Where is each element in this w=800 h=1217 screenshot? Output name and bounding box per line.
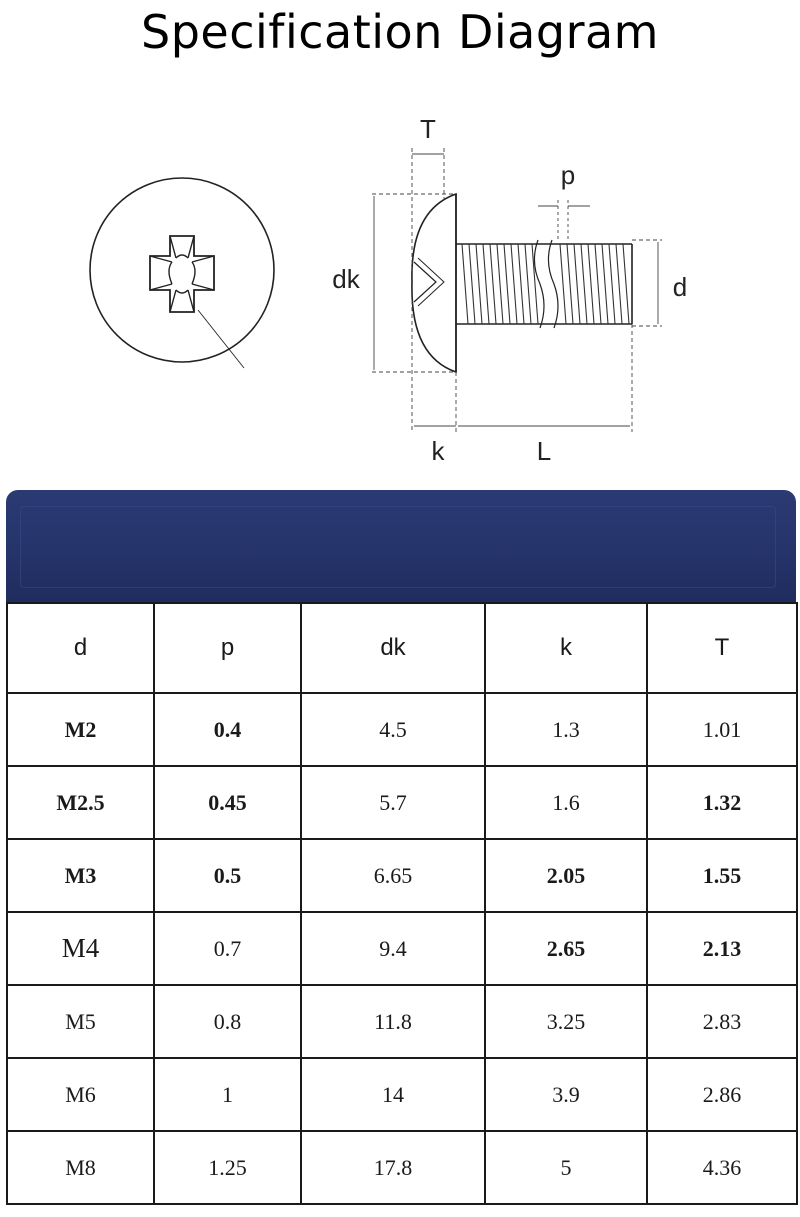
cell-T: 2.83 <box>647 985 797 1058</box>
cell-k: 2.65 <box>485 912 647 985</box>
label-L: L <box>536 436 552 466</box>
cell-dk: 11.8 <box>301 985 485 1058</box>
cell-p: 0.45 <box>154 766 301 839</box>
cell-d: M3 <box>7 839 154 912</box>
cell-k: 1.3 <box>485 693 647 766</box>
cell-dk: 9.4 <box>301 912 485 985</box>
table-row <box>7 693 797 766</box>
table-row <box>7 985 797 1058</box>
label-k: k <box>431 436 445 466</box>
header-dk: dk <box>301 603 485 693</box>
label-dk: dk <box>332 264 360 294</box>
specification-table <box>6 602 798 1205</box>
table-row <box>7 766 797 839</box>
cell-k: 3.25 <box>485 985 647 1058</box>
cell-p: 0.4 <box>154 693 301 766</box>
cell-k: 2.05 <box>485 839 647 912</box>
cell-d: M5 <box>7 985 154 1058</box>
header-p: p <box>154 603 301 693</box>
label-d: d <box>672 272 688 302</box>
cell-T: 1.32 <box>647 766 797 839</box>
screw-side-view <box>412 194 632 372</box>
label-T: T <box>420 114 436 144</box>
cell-k: 5 <box>485 1131 647 1204</box>
cell-d: M8 <box>7 1131 154 1204</box>
cell-p: 0.5 <box>154 839 301 912</box>
cell-d: M2.5 <box>7 766 154 839</box>
label-p: p <box>560 160 576 190</box>
cell-dk: 6.65 <box>301 839 485 912</box>
header-T: T <box>647 603 797 693</box>
table-row <box>7 839 797 912</box>
cell-d: M6 <box>7 1058 154 1131</box>
page-title: Specification Diagram <box>141 5 659 59</box>
screw-head-top-view <box>90 178 274 368</box>
cell-d: M2 <box>7 693 154 766</box>
dimension-lines <box>372 148 662 432</box>
screw-diagram <box>0 80 800 480</box>
thread-lines <box>462 244 629 324</box>
cell-dk: 14 <box>301 1058 485 1131</box>
cell-dk: 4.5 <box>301 693 485 766</box>
cell-k: 1.6 <box>485 766 647 839</box>
specification-table-container <box>6 490 796 1213</box>
cell-T: 2.86 <box>647 1058 797 1131</box>
cell-d: M4 <box>7 912 154 985</box>
cell-T: 2.13 <box>647 912 797 985</box>
cell-k: 3.9 <box>485 1058 647 1131</box>
cell-T: 4.36 <box>647 1131 797 1204</box>
cell-dk: 17.8 <box>301 1131 485 1204</box>
table-header-band <box>6 490 796 602</box>
table-row <box>7 912 797 985</box>
cell-dk: 5.7 <box>301 766 485 839</box>
cell-p: 1 <box>154 1058 301 1131</box>
cell-p: 0.8 <box>154 985 301 1058</box>
header-d: d <box>7 603 154 693</box>
table-header-row <box>7 603 797 693</box>
table-header-band-inner <box>20 506 776 588</box>
cell-p: 0.7 <box>154 912 301 985</box>
cell-T: 1.55 <box>647 839 797 912</box>
cell-T: 1.01 <box>647 693 797 766</box>
cell-p: 1.25 <box>154 1131 301 1204</box>
table-row <box>7 1131 797 1204</box>
header-k: k <box>485 603 647 693</box>
table-row <box>7 1058 797 1131</box>
